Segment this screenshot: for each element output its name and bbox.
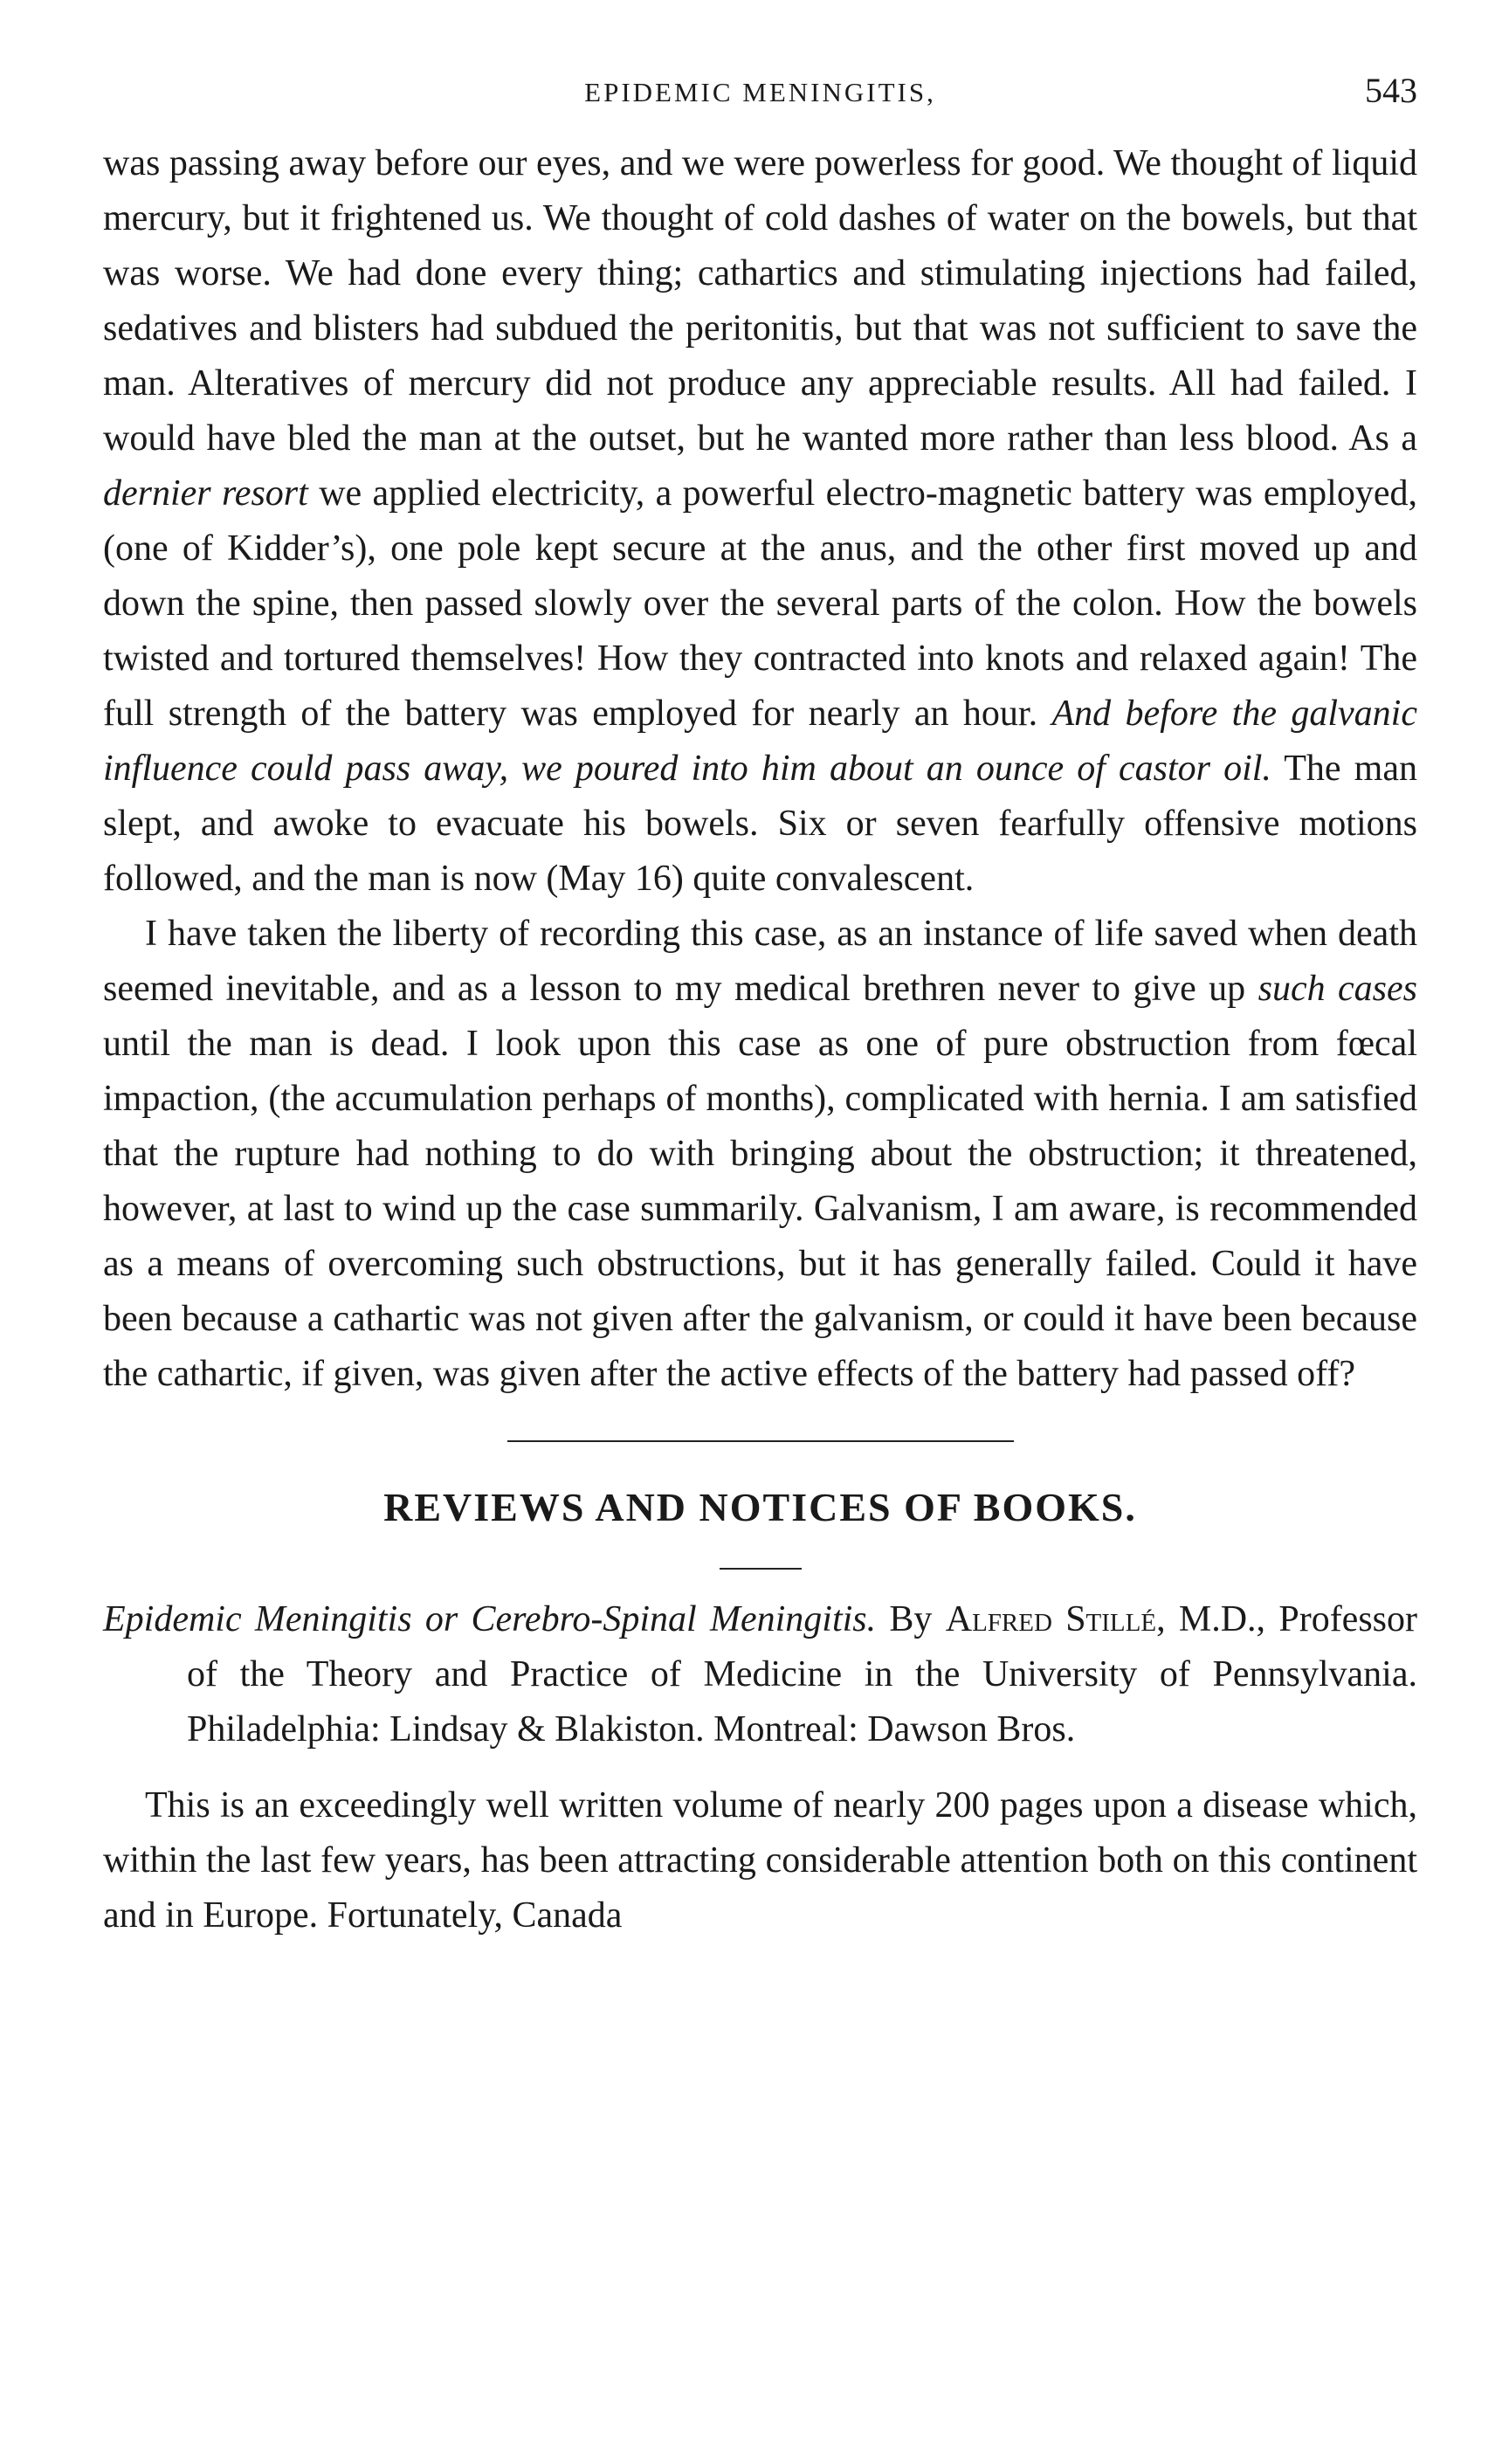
book-author: Alfred Stillé — [945, 1599, 1157, 1639]
text-run: The man slept, and awoke to evacuate his bowels. Six or seven fearfully offensive motions followed, and the man is now (May 16) quite convalescent. — [103, 749, 1417, 899]
book-reference — [103, 1592, 1417, 1757]
review-body-paragraph: This is an exceedingly well written volume of nearly 200 pages upon a disease which, within the last few years, has been attracting considerable attention both on this continent and in Europe. Fortunately, Canada — [103, 1785, 1417, 1936]
text-run: was passing away before our eyes, and we were powerless for good. We thought of liquid mercury, but it frightened us. We thought of cold dashes of water on the bowels, but that was worse. We had done every thing; cathartics and stimulating injections had failed, sedatives and blisters had subdued the peritonitis, but that was not sufficient to save the man. Alteratives of mercury did not produce any appreciable results. All had failed. I would have bled the man at the outset, but he wanted more rather than less blood. As a — [103, 143, 1417, 459]
case-conclusion-paragraph — [103, 907, 1417, 1402]
book-page — [103, 52, 1417, 1943]
text-run: we applied electricity, a powerful electro-magnetic battery was employed, (one of Kidder’s), one pole kept secure at the anus, and the other first moved up and down the spine, then passed slowly over the several parts of the colon. How the bowels twisted and tortured themselves! How they contracted into knots and relaxed again! The full strength of the battery was employed for nearly an hour. — [103, 473, 1417, 734]
running-title: EPIDEMIC MENINGITIS, — [584, 77, 936, 107]
section-heading: REVIEWS AND NOTICES OF BOOKS. — [383, 1485, 1137, 1529]
running-header — [103, 52, 1417, 131]
text-run: I have taken the liberty of recording this case, as an instance of life saved when death seemed inevitable, and as a lesson to my medical brethren never to give up — [103, 914, 1417, 1009]
text-run: until the man is dead. I look upon this case as one of pure obstruction from fœcal impaction, (the accumulation perhaps of months), complicated with hernia. I am satisfied that the rupture had nothing to do with bringing about the obstruction; it threatened, however, at last to wind up the case summarily. Galvanism, I am aware, is recommended as a means of overcoming such obstructions, but it has generally failed. Could it have been because a cathartic was not given after the galvanism, or could it have been because the cathartic, if given, was given after the active effects of the battery had passed off? — [103, 1024, 1417, 1394]
book-details: , M.D., Professor of the Theory and Practice of Medicine in the University of Pennsylvania. Philadelphia: Lindsay & Blakiston. Montreal: Dawson Bros. — [187, 1599, 1417, 1750]
italic-phrase: such cases — [1258, 969, 1417, 1009]
book-title: Epidemic Meningitis or Cerebro-Spinal Meningitis. — [103, 1599, 877, 1639]
heading-rule — [720, 1568, 802, 1570]
case-narrative-paragraph — [103, 136, 1417, 907]
page-number: 543 — [1365, 71, 1417, 110]
section-divider — [507, 1440, 1014, 1442]
italic-phrase: dernier resort — [103, 473, 308, 514]
italic-sentence: And before the galvanic influence could pass away, we poured into him about an ounce of castor oil. — [103, 694, 1417, 789]
book-by: By — [876, 1599, 946, 1639]
